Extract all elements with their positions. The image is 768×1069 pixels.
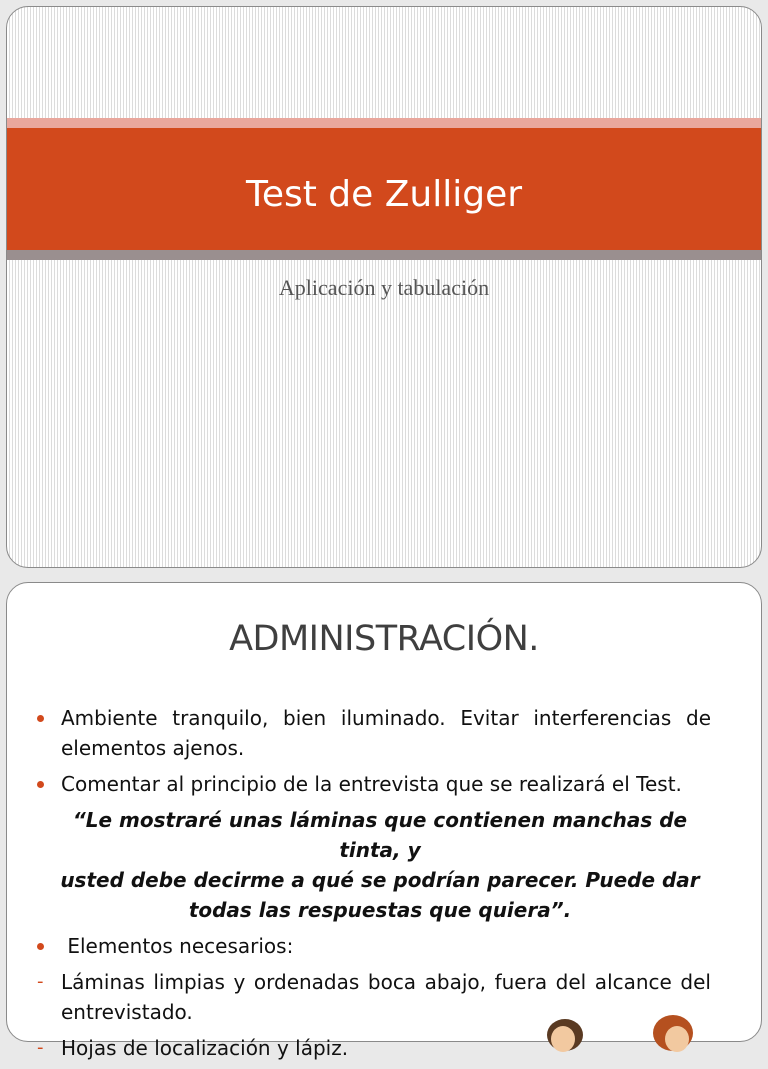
instruction-quote <box>35 805 711 925</box>
person-face-left <box>551 1026 575 1052</box>
slide-heading: ADMINISTRACIÓN. <box>229 619 539 659</box>
slide-title: Test de Zulliger <box>245 173 523 215</box>
list-item-text: Ambiente tranquilo, bien iluminado. Evitar interferencias de elementos ajenos. <box>61 706 711 760</box>
bullet-icon <box>37 715 44 722</box>
list-item-text: Elementos necesarios: <box>61 934 294 958</box>
list-item <box>35 769 711 799</box>
bullet-icon <box>37 943 44 950</box>
slide-subtitle: Aplicación y tabulación <box>278 275 490 300</box>
list-item-text: Hojas de localización y lápiz. <box>61 1036 349 1060</box>
person-face-right <box>665 1026 689 1052</box>
quote-line: todas las respuestas que quiera”. <box>188 898 572 922</box>
title-slide <box>6 6 762 568</box>
title-band-bottom <box>7 250 761 260</box>
list-item-text: Comentar al principio de la entrevista que se realizará el Test. <box>61 772 682 796</box>
title-band-top <box>7 118 761 128</box>
list-item <box>35 931 711 961</box>
quote-line: usted debe decirme a qué se podrían parecer. Puede dar <box>60 868 700 892</box>
quote-line: “Le mostraré unas láminas que contienen manchas de tinta, y <box>72 808 688 862</box>
dash-marker: - <box>37 1037 44 1058</box>
dash-marker: - <box>37 971 44 992</box>
list-item-text: Láminas limpias y ordenadas boca abajo, fuera del alcance del entrevistado. <box>61 970 711 1024</box>
list-item <box>35 703 711 763</box>
people-clipart-icon <box>527 995 707 1055</box>
bullet-icon <box>37 781 44 788</box>
administration-slide <box>6 582 762 1060</box>
title-band <box>7 128 761 250</box>
